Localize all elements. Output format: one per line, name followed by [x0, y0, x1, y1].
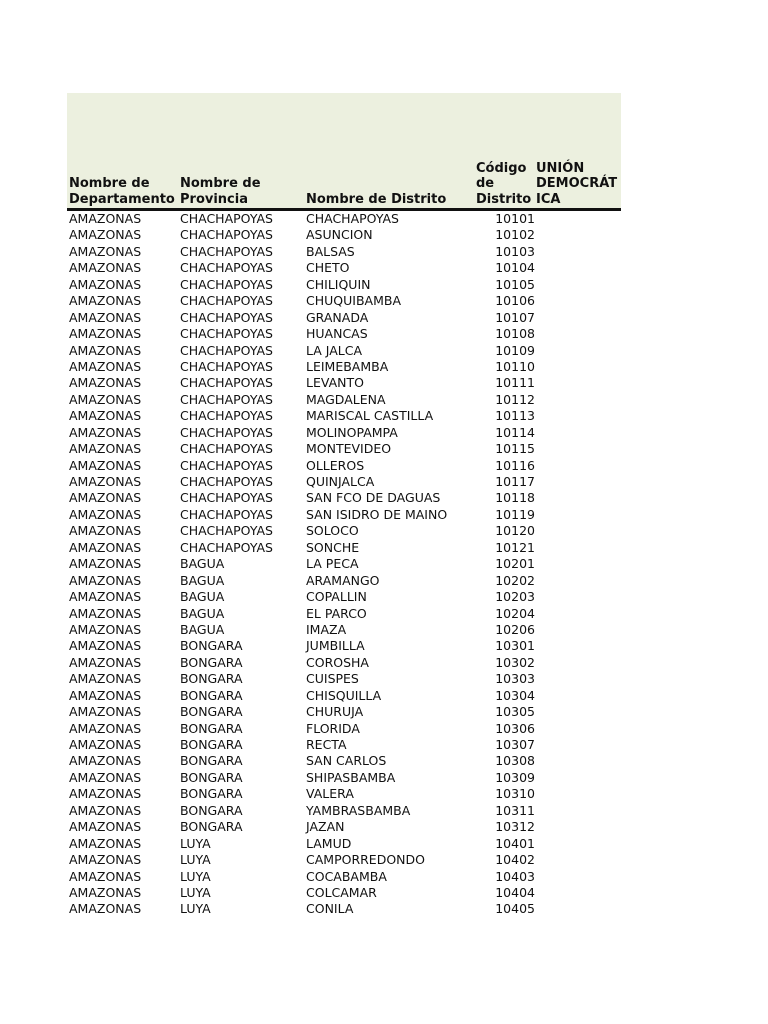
cell-codigo: 10306 [495, 720, 535, 736]
table-row [67, 786, 621, 802]
table-row [67, 885, 621, 901]
cell-provincia: CHACHAPOYAS [180, 326, 273, 342]
cell-codigo: 10112 [495, 391, 535, 407]
table-row [67, 655, 621, 671]
cell-provincia: CHACHAPOYAS [180, 293, 273, 309]
header-departamento: Nombre de Departamento [69, 176, 175, 207]
cell-codigo: 10309 [495, 769, 535, 785]
cell-provincia: CHACHAPOYAS [180, 309, 273, 325]
cell-codigo: 10104 [495, 260, 535, 276]
header-codigo: Código de Distrito [476, 160, 532, 207]
cell-departamento: AMAZONAS [69, 457, 142, 473]
cell-provincia: LUYA [180, 901, 211, 917]
cell-provincia: BAGUA [180, 589, 225, 605]
cell-provincia: CHACHAPOYAS [180, 211, 273, 226]
cell-codigo: 10307 [495, 737, 535, 752]
table-row [67, 803, 621, 819]
cell-distrito: EL PARCO [306, 605, 367, 621]
cell-departamento: AMAZONAS [69, 309, 142, 325]
cell-provincia: CHACHAPOYAS [180, 408, 273, 424]
table-row [67, 260, 621, 276]
cell-departamento: AMAZONAS [69, 852, 142, 868]
cell-departamento: AMAZONAS [69, 605, 142, 621]
table-row [67, 737, 621, 753]
cell-departamento: AMAZONAS [69, 474, 142, 489]
table-row [67, 540, 621, 556]
cell-distrito: SAN FCO DE DAGUAS [306, 490, 441, 506]
table-row [67, 507, 621, 523]
cell-distrito: YAMBRASBAMBA [306, 802, 411, 818]
table-row [67, 392, 621, 408]
cell-provincia: BONGARA [180, 769, 243, 785]
header-union-democratica: UNIÓN DEMOCRÁT ICA [536, 160, 618, 207]
table-row [67, 458, 621, 474]
cell-provincia: CHACHAPOYAS [180, 358, 273, 374]
cell-departamento: AMAZONAS [69, 539, 142, 555]
cell-departamento: AMAZONAS [69, 737, 142, 752]
cell-departamento: AMAZONAS [69, 342, 142, 358]
cell-codigo: 10118 [495, 490, 535, 506]
cell-distrito: LA PECA [306, 556, 359, 572]
table-row [67, 227, 621, 243]
cell-distrito: SAN ISIDRO DE MAINO [306, 506, 448, 522]
cell-distrito: ASUNCION [306, 227, 373, 243]
cell-codigo: 10121 [495, 539, 535, 555]
cell-codigo: 10401 [495, 835, 535, 851]
cell-codigo: 10204 [495, 605, 535, 621]
cell-distrito: CHUQUIBAMBA [306, 293, 401, 309]
cell-departamento: AMAZONAS [69, 901, 142, 917]
cell-distrito: COLCAMAR [306, 884, 377, 900]
cell-distrito: QUINJALCA [306, 474, 375, 489]
cell-codigo: 10201 [495, 556, 535, 572]
table-row [67, 244, 621, 260]
table-row [67, 474, 621, 490]
cell-codigo: 10110 [495, 358, 535, 374]
cell-codigo: 10302 [495, 654, 535, 670]
cell-codigo: 10304 [495, 687, 535, 703]
cell-distrito: JAZAN [306, 819, 345, 835]
cell-distrito: CHURUJA [306, 704, 364, 720]
cell-provincia: BONGARA [180, 671, 243, 687]
cell-departamento: AMAZONAS [69, 704, 142, 720]
cell-codigo: 10305 [495, 704, 535, 720]
cell-distrito: CHETO [306, 260, 350, 276]
cell-departamento: AMAZONAS [69, 868, 142, 884]
table-row [67, 441, 621, 457]
cell-provincia: CHACHAPOYAS [180, 391, 273, 407]
table-row [67, 704, 621, 720]
cell-distrito: JUMBILLA [306, 638, 365, 654]
cell-departamento: AMAZONAS [69, 589, 142, 605]
cell-distrito: GRANADA [306, 309, 369, 325]
table-row [67, 901, 621, 917]
cell-distrito: ARAMANGO [306, 572, 380, 588]
cell-provincia: LUYA [180, 852, 211, 868]
cell-provincia: BONGARA [180, 687, 243, 703]
cell-provincia: BAGUA [180, 621, 225, 637]
cell-codigo: 10405 [495, 901, 535, 917]
cell-distrito: BALSAS [306, 243, 355, 259]
cell-departamento: AMAZONAS [69, 753, 142, 769]
cell-codigo: 10404 [495, 884, 535, 900]
cell-codigo: 10403 [495, 868, 535, 884]
table-row [67, 671, 621, 687]
cell-distrito: MAGDALENA [306, 391, 386, 407]
table-row [67, 869, 621, 885]
cell-codigo: 10301 [495, 638, 535, 654]
table-row [67, 556, 621, 572]
cell-provincia: CHACHAPOYAS [180, 539, 273, 555]
cell-codigo: 10105 [495, 276, 535, 292]
cell-distrito: SONCHE [306, 539, 360, 555]
cell-departamento: AMAZONAS [69, 638, 142, 654]
cell-departamento: AMAZONAS [69, 506, 142, 522]
cell-departamento: AMAZONAS [69, 441, 142, 457]
cell-provincia: BAGUA [180, 572, 225, 588]
cell-departamento: AMAZONAS [69, 211, 142, 226]
cell-departamento: AMAZONAS [69, 490, 142, 506]
cell-distrito: COROSHA [306, 654, 369, 670]
cell-departamento: AMAZONAS [69, 802, 142, 818]
cell-provincia: CHACHAPOYAS [180, 457, 273, 473]
cell-provincia: LUYA [180, 868, 211, 884]
cell-departamento: AMAZONAS [69, 835, 142, 851]
table-row [67, 589, 621, 605]
cell-departamento: AMAZONAS [69, 621, 142, 637]
cell-codigo: 10114 [495, 424, 535, 440]
cell-provincia: LUYA [180, 835, 211, 851]
cell-departamento: AMAZONAS [69, 884, 142, 900]
cell-distrito: LAMUD [306, 835, 352, 851]
cell-departamento: AMAZONAS [69, 523, 142, 539]
table-row [67, 852, 621, 868]
cell-departamento: AMAZONAS [69, 227, 142, 243]
cell-departamento: AMAZONAS [69, 786, 142, 802]
cell-distrito: CONILA [306, 901, 354, 917]
cell-codigo: 10303 [495, 671, 535, 687]
cell-distrito: CHACHAPOYAS [306, 211, 399, 226]
cell-codigo: 10202 [495, 572, 535, 588]
table-row [67, 359, 621, 375]
cell-departamento: AMAZONAS [69, 720, 142, 736]
cell-departamento: AMAZONAS [69, 769, 142, 785]
cell-departamento: AMAZONAS [69, 391, 142, 407]
cell-distrito: MARISCAL CASTILLA [306, 408, 434, 424]
cell-codigo: 10402 [495, 852, 535, 868]
cell-departamento: AMAZONAS [69, 671, 142, 687]
table-row [67, 277, 621, 293]
cell-codigo: 10115 [495, 441, 535, 457]
cell-provincia: CHACHAPOYAS [180, 523, 273, 539]
cell-distrito: CHILIQUIN [306, 276, 371, 292]
cell-departamento: AMAZONAS [69, 654, 142, 670]
table-row [67, 523, 621, 539]
cell-codigo: 10103 [495, 243, 535, 259]
table-row [67, 375, 621, 391]
cell-provincia: BONGARA [180, 720, 243, 736]
cell-distrito: IMAZA [306, 621, 347, 637]
cell-provincia: BONGARA [180, 737, 243, 752]
table-row [67, 622, 621, 638]
cell-provincia: BAGUA [180, 556, 225, 572]
cell-departamento: AMAZONAS [69, 243, 142, 259]
table-row [67, 606, 621, 622]
cell-provincia: CHACHAPOYAS [180, 424, 273, 440]
cell-departamento: AMAZONAS [69, 326, 142, 342]
cell-departamento: AMAZONAS [69, 408, 142, 424]
cell-codigo: 10111 [495, 375, 535, 391]
header-provincia: Nombre de Provincia [180, 176, 261, 207]
cell-distrito: RECTA [306, 737, 347, 752]
cell-codigo: 10101 [495, 211, 535, 226]
cell-codigo: 10106 [495, 293, 535, 309]
cell-distrito: CUISPES [306, 671, 359, 687]
table-row [67, 836, 621, 852]
cell-distrito: SHIPASBAMBA [306, 769, 396, 785]
cell-codigo: 10119 [495, 506, 535, 522]
cell-provincia: BONGARA [180, 819, 243, 835]
table-row [67, 211, 621, 227]
cell-departamento: AMAZONAS [69, 687, 142, 703]
cell-distrito: OLLEROS [306, 457, 365, 473]
cell-distrito: COCABAMBA [306, 868, 387, 884]
cell-departamento: AMAZONAS [69, 819, 142, 835]
cell-distrito: SOLOCO [306, 523, 359, 539]
cell-codigo: 10310 [495, 786, 535, 802]
cell-codigo: 10312 [495, 819, 535, 835]
table-body [67, 211, 621, 918]
cell-codigo: 10117 [495, 474, 535, 489]
cell-codigo: 10108 [495, 326, 535, 342]
table-row [67, 688, 621, 704]
cell-distrito: LEVANTO [306, 375, 364, 391]
header-distrito: Nombre de Distrito [306, 191, 447, 207]
cell-distrito: LA JALCA [306, 342, 363, 358]
cell-codigo: 10203 [495, 589, 535, 605]
cell-codigo: 10113 [495, 408, 535, 424]
cell-provincia: CHACHAPOYAS [180, 441, 273, 457]
table-row [67, 573, 621, 589]
cell-departamento: AMAZONAS [69, 556, 142, 572]
table-row [67, 490, 621, 506]
table-row [67, 721, 621, 737]
table-row [67, 293, 621, 309]
cell-departamento: AMAZONAS [69, 375, 142, 391]
cell-provincia: LUYA [180, 884, 211, 900]
cell-departamento: AMAZONAS [69, 358, 142, 374]
cell-codigo: 10311 [495, 802, 535, 818]
cell-provincia: BONGARA [180, 638, 243, 654]
table-row [67, 770, 621, 786]
cell-provincia: CHACHAPOYAS [180, 342, 273, 358]
table-row [67, 638, 621, 654]
cell-distrito: HUANCAS [306, 326, 368, 342]
cell-departamento: AMAZONAS [69, 572, 142, 588]
cell-codigo: 10308 [495, 753, 535, 769]
table-row [67, 753, 621, 769]
cell-distrito: MONTEVIDEO [306, 441, 392, 457]
cell-provincia: BONGARA [180, 704, 243, 720]
cell-provincia: BONGARA [180, 786, 243, 802]
table-row [67, 310, 621, 326]
cell-departamento: AMAZONAS [69, 424, 142, 440]
cell-distrito: CHISQUILLA [306, 687, 382, 703]
cell-codigo: 10116 [495, 457, 535, 473]
cell-distrito: SAN CARLOS [306, 753, 387, 769]
table-header [67, 93, 621, 211]
spreadsheet-table [67, 93, 621, 918]
table-row [67, 408, 621, 424]
cell-provincia: CHACHAPOYAS [180, 243, 273, 259]
cell-provincia: CHACHAPOYAS [180, 227, 273, 243]
cell-provincia: CHACHAPOYAS [180, 260, 273, 276]
cell-codigo: 10107 [495, 309, 535, 325]
cell-codigo: 10109 [495, 342, 535, 358]
cell-departamento: AMAZONAS [69, 293, 142, 309]
cell-departamento: AMAZONAS [69, 276, 142, 292]
cell-codigo: 10120 [495, 523, 535, 539]
cell-provincia: CHACHAPOYAS [180, 375, 273, 391]
cell-provincia: BAGUA [180, 605, 225, 621]
cell-provincia: CHACHAPOYAS [180, 276, 273, 292]
cell-departamento: AMAZONAS [69, 260, 142, 276]
cell-distrito: VALERA [306, 786, 354, 802]
cell-distrito: COPALLIN [306, 589, 367, 605]
cell-provincia: BONGARA [180, 753, 243, 769]
cell-provincia: CHACHAPOYAS [180, 474, 273, 489]
cell-provincia: CHACHAPOYAS [180, 490, 273, 506]
table-row [67, 819, 621, 835]
cell-provincia: BONGARA [180, 654, 243, 670]
cell-distrito: CAMPORREDONDO [306, 852, 425, 868]
cell-distrito: MOLINOPAMPA [306, 424, 398, 440]
cell-codigo: 10206 [495, 621, 535, 637]
cell-distrito: FLORIDA [306, 720, 360, 736]
table-row [67, 343, 621, 359]
cell-provincia: BONGARA [180, 802, 243, 818]
cell-codigo: 10102 [495, 227, 535, 243]
cell-provincia: CHACHAPOYAS [180, 506, 273, 522]
cell-distrito: LEIMEBAMBA [306, 358, 389, 374]
table-row [67, 425, 621, 441]
table-row [67, 326, 621, 342]
